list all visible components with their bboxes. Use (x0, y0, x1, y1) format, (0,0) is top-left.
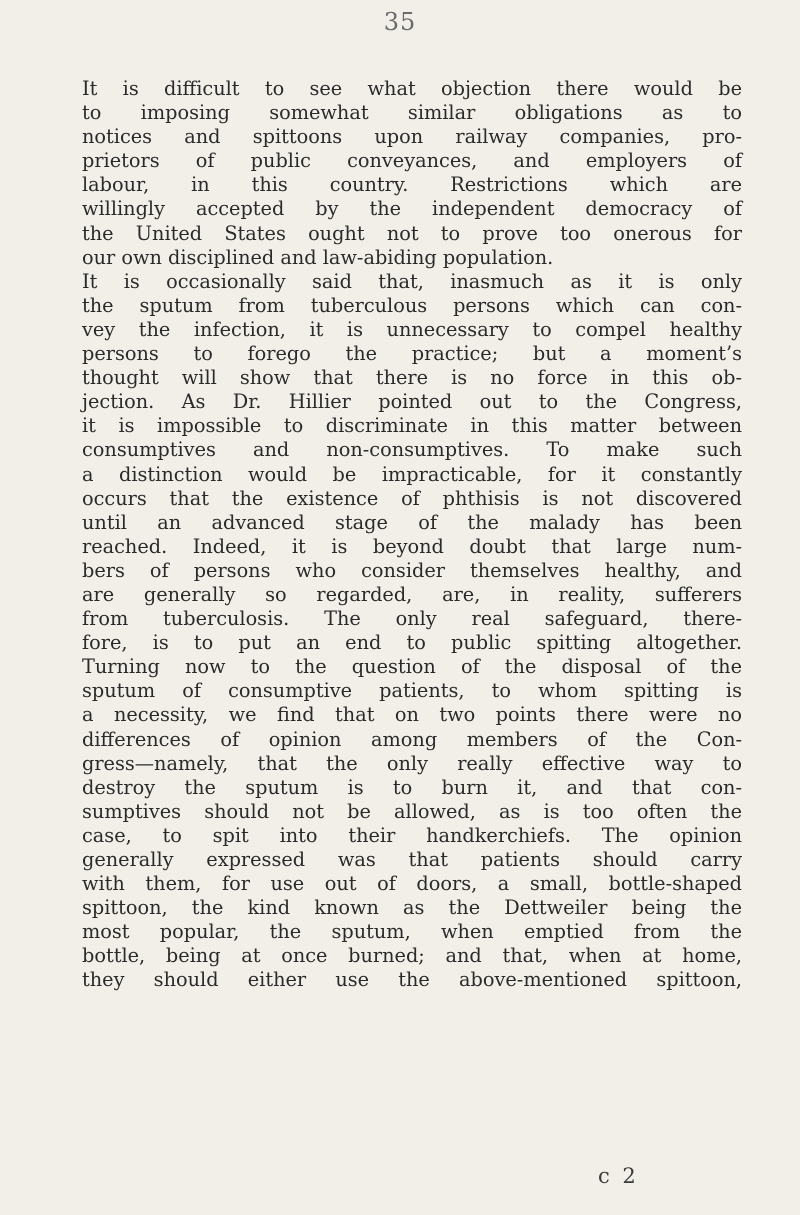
text-line: the United States ought not to prove too onerous for (82, 221, 742, 245)
text-line: occurs that the existence of phthisis is not discovered (82, 486, 742, 510)
text-line: prietors of public conveyances, and employers of (82, 149, 742, 173)
text-line: with them, for use out of doors, a small, bottle-shaped (82, 872, 742, 896)
text-line: thought will show that there is no force in this ob- (82, 366, 742, 390)
text-line: reached. Indeed, it is beyond doubt that large num- (82, 534, 742, 558)
text-line: they should either use the above-mentioned spittoon, (82, 968, 742, 992)
body-text (82, 77, 742, 993)
text-line: the sputum from tuberculous persons which can con- (82, 293, 742, 317)
text-line: consumptives and non-consumptives. To make such (82, 438, 742, 462)
text-line: spittoon, the kind known as the Dettweiler being the (82, 896, 742, 920)
text-line: gress—namely, that the only really effective way to (82, 751, 742, 775)
text-line: Turning now to the question of the disposal of the (82, 655, 742, 679)
text-line: it is impossible to discriminate in this matter between (82, 414, 742, 438)
text-line: a distinction would be impracticable, for it constantly (82, 462, 742, 486)
text-line: labour, in this country. Restrictions which are (82, 173, 742, 197)
text-line: vey the infection, it is unnecessary to compel healthy (82, 317, 742, 341)
text-line: sputum of consumptive patients, to whom spitting is (82, 679, 742, 703)
text-line: notices and spittoons upon railway companies, pro- (82, 125, 742, 149)
text-line: willingly accepted by the independent democracy of (82, 197, 742, 221)
text-line: a necessity, we find that on two points there were no (82, 703, 742, 727)
text-line: from tuberculosis. The only real safeguard, there- (82, 607, 742, 631)
text-line: destroy the sputum is to burn it, and that con- (82, 775, 742, 799)
text-line: bers of persons who consider themselves healthy, and (82, 558, 742, 582)
text-line: most popular, the sputum, when emptied from the (82, 920, 742, 944)
text-line: It is difficult to see what objection there would be (82, 77, 742, 100)
text-line: persons to forego the practice; but a moment’s (82, 342, 742, 366)
text-line: case, to spit into their handkerchiefs. The opinion (82, 823, 742, 847)
page-number: 35 (383, 8, 417, 36)
text-line: to imposing somewhat similar obligations as to (82, 101, 742, 125)
text-line: jection. As Dr. Hillier pointed out to the Congress, (82, 390, 742, 414)
text-line: are generally so regarded, are, in reality, sufferers (82, 582, 742, 606)
text-line: It is occasionally said that, inasmuch as it is only (82, 269, 742, 293)
text-line: differences of opinion among members of the Con- (82, 727, 742, 751)
text-line: fore, is to put an end to public spitting altogether. (82, 631, 742, 655)
text-line: our own disciplined and law-abiding population. (82, 245, 554, 269)
text-line: generally expressed was that patients should carry (82, 848, 742, 871)
signature-mark: c 2 (598, 1164, 639, 1188)
text-line: sumptives should not be allowed, as is too often the (82, 799, 742, 823)
text-line: until an advanced stage of the malady has been (82, 510, 742, 534)
text-line: bottle, being at once burned; and that, when at home, (82, 944, 742, 968)
